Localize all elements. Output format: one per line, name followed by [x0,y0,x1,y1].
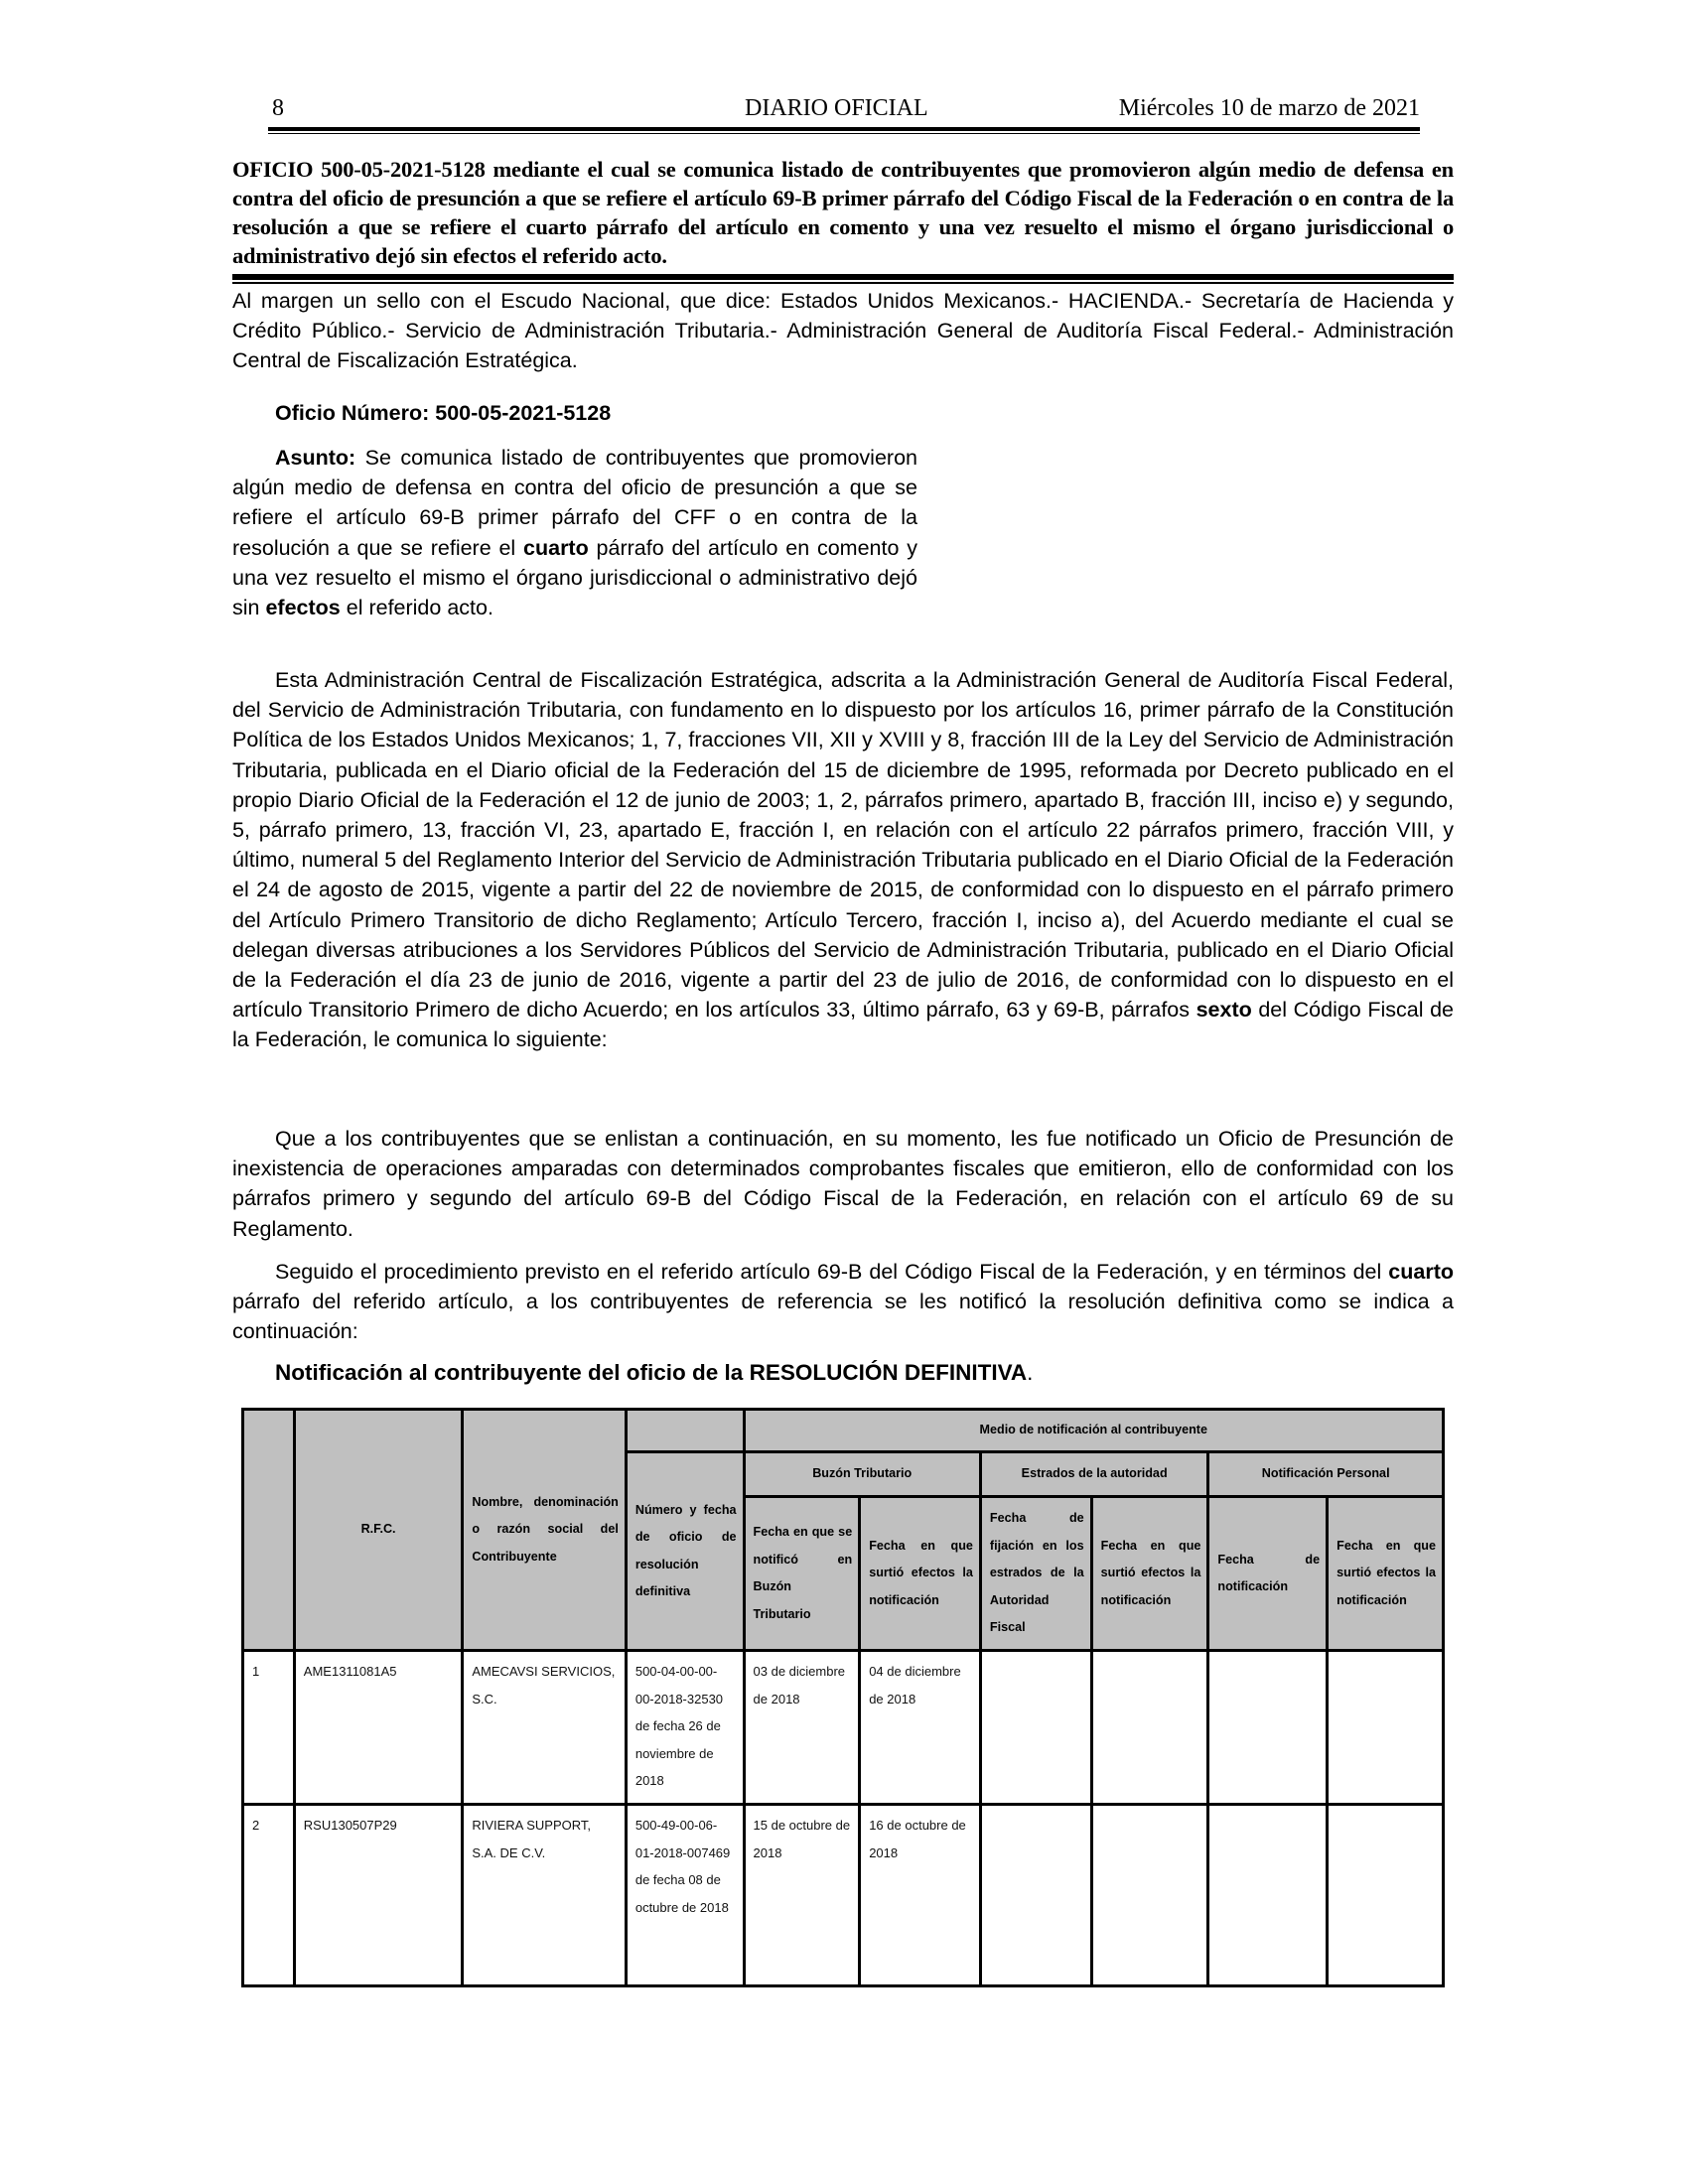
cell-oficio: 500-04-00-00-00-2018-32530 de fecha 26 de noviembre de 2018 [626,1651,744,1805]
p3-text-a: Seguido el procedimiento previsto en el referido artículo 69-B del Código Fiscal de la Federación, y en términos del [275,1260,1389,1284]
col-header-personal-fecha [1208,1497,1328,1651]
p3-bold: cuarto [1388,1260,1454,1284]
cell-estrados-surtio [1091,1651,1208,1805]
paragraph-presuncion [232,1124,1454,1244]
cell-buzon-surtio: 04 de diciembre de 2018 [860,1651,981,1805]
p1-text-a: Esta Administración Central de Fiscalización Estratégica, adscrita a la Administración General de Auditoría Fiscal Federal, del Servicio de Administración Tributaria, con fundamento en lo dispuesto por los artículos 16, primer párrafo de la Constitución Política de los Estados Unidos Mexicanos; 1, 7, fracciones VII, XII y XVIII y 8, fracción III de la Ley del Servicio de Administración Tributaria, publicada en el Diario oficial de la Federación del 15 de diciembre de 1995, reformada por Decreto publicado en el propio Diario Oficial de la Federación el 12 de junio de 2003; 1, 2, párrafos primero, apartado B, fracción III, inciso e) y segundo, 5, párrafo primero, 13, fracción VI, 23, apartado E, fracción I, en relación con el artículo 22 párrafos primero, fracción VIII, y último, numeral 5 del Reglamento Interior del Servicio de Administración Tributaria publicado en el Diario Oficial de la Federación el 24 de agosto de 2015, vigente a partir del 22 de noviembre de 2015, de conformidad con lo dispuesto en el párrafo primero del Artículo Primero Transitorio de dicho Reglamento; Artículo Tercero, fracción I, inciso a), del Acuerdo mediante el cual se delegan diversas atribuciones a los Servidores Públicos del Servicio de Administración Tributaria, publicado en el Diario Oficial de la Federación el día 23 de junio de 2016, vigente a partir del 23 de julio de 2016, de conformidad con lo dispuesto en el artículo Transitorio Primero de dicho Acuerdo; en los artículos 33, último párrafo, 63 y 69-B, párrafos [232,668,1454,1023]
cell-nombre: RIVIERA SUPPORT, S.A. DE C.V. [463,1805,627,1986]
cell-num: 2 [243,1805,295,1986]
p1-bold: sexto [1196,998,1252,1023]
cell-estrados-fijacion [980,1651,1091,1805]
publication-date: Miércoles 10 de marzo de 2021 [1118,95,1420,121]
paragraph-fundamento [232,665,1454,1055]
cell-personal-fecha [1208,1651,1328,1805]
col-header-buzon-surtio [860,1497,981,1651]
cell-rfc: AME1311081A5 [294,1651,463,1805]
col-header-personal-surtio-label: Fecha en que surtió efectos la notificación [1336,1538,1436,1607]
page-header [268,95,1420,125]
asunto-label: Asunto: [275,446,356,470]
asunto-block [232,443,917,622]
table-row [243,1651,1444,1805]
col-header-personal-fecha-label: Fecha de notificación [1217,1552,1321,1593]
oficio-number: Oficio Número: 500-05-2021-5128 [275,401,612,425]
publication-name: DIARIO OFICIAL [745,95,928,121]
title-rule-thick [232,274,1454,280]
col-header-oficio-top [626,1410,744,1452]
cell-estrados-surtio [1091,1805,1208,1986]
table-row [243,1805,1444,1986]
asunto-bold-2: efectos [265,596,341,620]
subgroup-buzon: Buzón Tributario [744,1452,980,1497]
col-header-estrados-surtio [1091,1497,1208,1651]
table-caption-period: . [1027,1360,1034,1385]
col-header-oficio [626,1452,744,1651]
cell-estrados-fijacion [980,1805,1091,1986]
col-header-rfc: R.F.C. [294,1410,463,1651]
col-header-oficio-label: Número y fecha de oficio de resolución definitiva [634,1502,737,1598]
cell-personal-fecha [1208,1805,1328,1986]
asunto-bold-1: cuarto [523,535,589,560]
cell-personal-surtio [1328,1805,1444,1986]
col-header-nombre [463,1410,627,1651]
cell-personal-surtio [1328,1651,1444,1805]
cell-rfc: RSU130507P29 [294,1805,463,1986]
cell-oficio: 500-49-00-06-01-2018-007469 de fecha 08 de octubre de 2018 [626,1805,744,1986]
page-number: 8 [272,95,284,121]
cell-buzon-notifico: 03 de diciembre de 2018 [744,1651,860,1805]
col-header-personal-surtio [1328,1497,1444,1651]
col-header-buzon-surtio-label: Fecha en que surtió efectos la notificación [869,1538,973,1607]
col-header-buzon-notifico-label: Fecha en que se notificó en Buzón Tributario [753,1525,853,1621]
col-header-num [243,1410,295,1651]
group-header-medio: Medio de notificación al contribuyente [744,1410,1443,1452]
cell-nombre: AMECAVSI SERVICIOS, S.C. [463,1651,627,1805]
asunto-text-3: el referido acto. [340,596,493,620]
paragraph-procedimiento [232,1257,1454,1347]
col-header-estrados-fijacion [980,1497,1091,1651]
table-caption-text: Notificación al contribuyente del oficio de la RESOLUCIÓN DEFINITIVA [275,1360,1028,1385]
table-caption [275,1360,1033,1386]
document-title: OFICIO 500-05-2021-5128 mediante el cual se comunica listado de contribuyentes que promovieron algún medio de defensa en contra del oficio de presunción a que se refiere el artículo 69-B primer párrafo del Código Fiscal de la Federación o en contra de la resolución a que se refiere el cuarto párrafo del artículo en comento y una vez resuelto el mismo el órgano jurisdiccional o administrativo dejó sin efectos el referido acto. [232,157,1454,268]
p2-text: Que a los contribuyentes que se enlistan a continuación, en su momento, les fue notificado un Oficio de Presunción de inexistencia de operaciones amparadas con determinados comprobantes fiscales que emitieron, ello de conformidad con los párrafos primero y segundo del artículo 69-B del Código Fiscal de la Federación, en relación con el artículo 69 de su Reglamento. [232,1127,1454,1241]
asunto-text-1: Se comunica listado de contribuyentes que promovieron algún medio de defensa en contra del oficio de presunción a que se refiere el artículo 69-B primer párrafo del CFF o en contra de la resolución a que se refiere el [232,446,917,560]
cell-buzon-notifico: 15 de octubre de 2018 [744,1805,860,1986]
col-header-estrados-fijacion-label: Fecha de fijación en los estrados de la Autoridad Fiscal [989,1511,1084,1635]
cell-buzon-surtio: 16 de octubre de 2018 [860,1805,981,1986]
p3-text-b: párrafo del referido artículo, a los contribuyentes de referencia se les notificó la resolución definitiva como se indica a continuación: [232,1290,1454,1344]
col-header-nombre-label: Nombre, denominación o razón social del Contribuyente [472,1494,619,1564]
subgroup-personal: Notificación Personal [1208,1452,1444,1497]
notification-table [241,1408,1445,1987]
asunto-text-2: párrafo del artículo en comento y una vez resuelto el mismo el órgano jurisdiccional o administrativo dejó sin [232,535,917,620]
header-rule-thick [268,127,1420,131]
title-rule-thin [232,282,1454,284]
p1-text-b: del Código Fiscal de la Federación, le comunica lo siguiente: [232,998,1454,1052]
col-header-estrados-surtio-label: Fecha en que surtió efectos la notificación [1100,1538,1201,1607]
header-rule-thin [268,133,1420,134]
margin-note: Al margen un sello con el Escudo Nacional, que dice: Estados Unidos Mexicanos.- HACIENDA.- Secretaría de Hacienda y Crédito Público.- Servicio de Administración Tributaria.- Administración General de Auditoría Fiscal Federal.- Administración Central de Fiscalización Estratégica. [232,289,1454,373]
subgroup-estrados: Estrados de la autoridad [980,1452,1207,1497]
col-header-buzon-notifico [744,1497,860,1651]
cell-num: 1 [243,1651,295,1805]
